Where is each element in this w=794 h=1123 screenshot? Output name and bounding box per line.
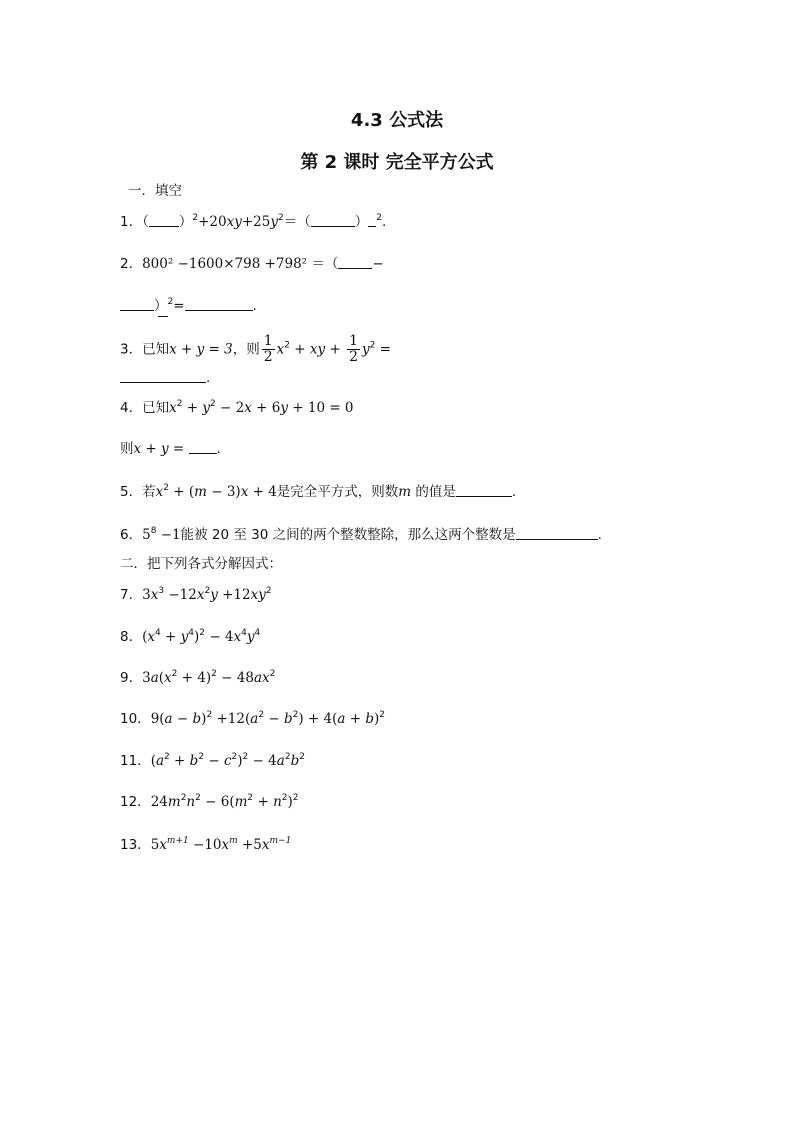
q3-x: x <box>276 341 285 358</box>
q10-mid1: − <box>172 711 193 727</box>
question-8 <box>120 627 260 647</box>
q7-number: 7． <box>120 587 143 603</box>
q4-sq2: 2 <box>210 399 216 409</box>
q4-eq: = <box>168 441 189 457</box>
q12-e2: 2 <box>195 793 201 803</box>
q9-e2: 2 <box>211 669 217 679</box>
q3-sq2: 2 <box>369 340 376 351</box>
q2-close: ） <box>154 298 168 314</box>
q3-number: 3．已知 <box>120 341 170 358</box>
question-4 <box>120 398 354 418</box>
q3-xy: xy <box>309 341 326 358</box>
q10-a3: a <box>337 711 346 727</box>
q8-plus: + <box>160 629 181 645</box>
question-12 <box>120 792 299 812</box>
q12-close: ) <box>287 794 293 810</box>
q11-close: ) <box>237 753 243 769</box>
q1-term2: +25 <box>241 214 271 230</box>
q8-x: x <box>147 629 155 645</box>
q9-a: a <box>150 670 159 686</box>
q5-text: 是完全平方式，则数 <box>276 484 399 500</box>
q11-minus: − 4 <box>248 753 277 769</box>
q5-m2: m <box>398 484 412 500</box>
q5-blank[interactable] <box>456 483 512 497</box>
q6-blank[interactable] <box>516 526 598 540</box>
q13-e2: m <box>229 836 238 846</box>
q9-ax: ax <box>253 670 270 686</box>
q13-number: 13． <box>120 837 151 853</box>
q12-n2: n <box>273 794 282 810</box>
q11-e5: 2 <box>284 752 291 762</box>
q11-e2: 2 <box>198 752 205 762</box>
q8-e5: 4 <box>254 628 261 638</box>
q4-rest3: + 10 = 0 <box>287 400 354 416</box>
q13-x2: x <box>221 837 230 853</box>
q11-a2: a <box>276 753 285 769</box>
q11-e3: 2 <box>231 752 238 762</box>
q9-x: x <box>164 670 172 686</box>
q3-frac1-num: 1 <box>263 333 273 349</box>
q4-sum: x + y <box>133 441 169 457</box>
q10-a: a <box>164 711 173 727</box>
q2-end: . <box>252 298 257 314</box>
section-1-heading: 一．填空 <box>128 183 182 199</box>
q11-number: 11． <box>120 753 151 769</box>
q13-x1: x <box>159 837 167 853</box>
question-10 <box>120 709 385 729</box>
q11-e6: 2 <box>299 752 305 762</box>
q12-e4: 2 <box>281 793 288 803</box>
question-3 <box>120 334 391 365</box>
question-5 <box>120 482 516 502</box>
q5-sq: 2 <box>163 483 169 493</box>
q4-rest2: + 6 <box>251 400 281 416</box>
q2-number: 2． <box>120 256 143 272</box>
q10-b3: b <box>365 711 374 727</box>
q7-y: y <box>210 587 218 603</box>
q8-y2: y <box>246 629 255 645</box>
q8-x2: x <box>233 629 242 645</box>
q11-open: ( <box>150 753 156 769</box>
q9-open: ( <box>158 670 165 686</box>
q8-number: 8． <box>120 629 143 645</box>
q10-b2: b <box>283 711 293 727</box>
q9-minus: − 48 <box>216 670 254 686</box>
q2-blank-2[interactable] <box>120 297 154 311</box>
q5-text2: 的值是 <box>411 484 456 500</box>
q7-e1: 3 <box>158 586 165 596</box>
question-2-cont <box>120 296 257 316</box>
section-2-heading: 二．把下列各式分解因式： <box>120 556 282 572</box>
q1-blank-1[interactable] <box>149 213 179 227</box>
q7-y3: y <box>258 587 266 603</box>
q12-e5: 2 <box>292 793 299 803</box>
q12-e3: 2 <box>247 793 254 803</box>
q7-x2: x <box>196 587 205 603</box>
q7-c2: −12 <box>164 587 197 603</box>
q8-close: ) <box>194 629 200 645</box>
q8-minus: − 4 <box>205 629 234 645</box>
q3-plus2: + <box>325 341 346 358</box>
q7-e3: 2 <box>265 586 272 596</box>
q3-frac1-den: 2 <box>263 349 273 365</box>
q9-plus: + 4) <box>177 670 212 686</box>
q1-eq: ＝（ <box>283 214 311 230</box>
q5-x2: x <box>240 484 249 500</box>
q4-sq1: 2 <box>176 399 183 409</box>
q11-p1: + <box>169 753 190 769</box>
q5-m: m <box>194 484 207 500</box>
q3-frac2-den: 2 <box>349 349 358 365</box>
q10-e3: 2 <box>292 710 299 720</box>
q1-end: . <box>381 214 387 230</box>
q10-e1: 2 <box>206 710 213 720</box>
q3-cond: x + y = 3 <box>169 341 233 358</box>
q6-rest: −1 <box>156 527 181 543</box>
q5-mid: + ( <box>168 484 195 500</box>
q3-frac2-num: 1 <box>349 333 358 349</box>
q8-y: y <box>180 629 189 645</box>
q10-mid3: − <box>264 711 284 727</box>
q5-number: 5．若 <box>120 484 156 500</box>
q13-x3: x <box>261 837 270 853</box>
q10-e2: 2 <box>258 710 265 720</box>
q11-a: a <box>155 753 165 769</box>
q11-b2: b <box>290 753 300 769</box>
q12-n: n <box>186 794 196 810</box>
q8-open: ( <box>142 629 148 645</box>
q12-m2: m <box>234 794 248 810</box>
q4-then: 则 <box>120 441 134 457</box>
q9-c: 3 <box>142 670 151 686</box>
q11-b: b <box>189 753 199 769</box>
q1-y: y <box>270 214 278 230</box>
q10-c1: 9( <box>150 711 165 727</box>
q6-number: 6． <box>120 527 143 543</box>
question-6 <box>120 525 602 545</box>
q7-c1: 3 <box>142 587 151 603</box>
q12-plus: + <box>253 794 274 810</box>
q8-e4: 4 <box>241 628 247 638</box>
q10-mid4: ) + 4( <box>298 711 338 727</box>
q1-sq2: 2 <box>376 213 382 223</box>
q2-sq: 2 <box>167 297 174 307</box>
question-4-cont <box>120 439 221 459</box>
q4-x: x <box>169 400 177 416</box>
q7-e2: 2 <box>204 586 211 596</box>
q4-y2: y <box>280 400 288 416</box>
q1-term1: +20 <box>198 214 227 230</box>
q2-expr: 800² −1600×798 +798² ＝（ <box>142 256 339 272</box>
q12-number: 12． <box>120 794 151 810</box>
q1-ysq: 2 <box>277 213 284 223</box>
q1-xy: xy <box>226 214 242 230</box>
q10-close1: ) <box>201 711 207 727</box>
q5-end: . <box>511 484 517 500</box>
q2-underline-mark <box>158 316 168 317</box>
q11-e1: 2 <box>164 752 170 762</box>
q10-mid5: + <box>345 711 366 727</box>
q7-x3: x <box>250 587 259 603</box>
q3-fraction-1 <box>262 334 275 365</box>
q8-e1: 4 <box>155 628 161 638</box>
q13-c1: 5 <box>150 837 160 853</box>
q1-close2: ） <box>354 214 369 230</box>
q8-e2: 4 <box>188 628 195 638</box>
q10-e4: 2 <box>379 710 386 720</box>
question-2 <box>120 254 384 274</box>
q3-end: . <box>206 370 211 386</box>
q4-end: . <box>216 441 221 457</box>
question-3-cont <box>120 368 210 388</box>
q13-c3: +5 <box>237 837 262 853</box>
q4-plus: + <box>182 400 203 416</box>
q4-y: y <box>202 400 210 416</box>
q10-number: 10． <box>120 711 151 727</box>
question-13 <box>120 835 291 855</box>
q10-a2: a <box>250 711 259 727</box>
q5-x: x <box>155 484 164 500</box>
q4-number: 4．已知 <box>120 400 170 416</box>
question-1 <box>120 212 386 232</box>
q8-e3: 2 <box>199 628 206 638</box>
q7-x: x <box>150 587 159 603</box>
q2-blank-1[interactable] <box>338 255 372 269</box>
q3-eq: = <box>375 341 391 358</box>
q11-e4: 2 <box>242 752 249 762</box>
q3-fraction-2 <box>347 334 360 365</box>
q9-e1: 2 <box>171 669 178 679</box>
q1-number: 1． <box>120 214 143 230</box>
q10-b: b <box>192 711 202 727</box>
q3-plus1: + <box>290 341 310 358</box>
q4-blank[interactable] <box>189 440 217 454</box>
q7-c3: +12 <box>217 587 251 603</box>
q3-blank[interactable] <box>120 369 206 383</box>
doc-title: 4.3 公式法 <box>350 110 444 131</box>
q13-c2: −10 <box>188 837 222 853</box>
q4-x2: x <box>244 400 252 416</box>
q1-close: ） <box>178 214 193 230</box>
q2-eq: = <box>173 298 185 314</box>
q1-blank-3[interactable] <box>368 213 376 227</box>
q2-blank-3[interactable] <box>185 297 253 311</box>
q10-mid2: +12( <box>212 711 251 727</box>
q3-then: ，则 <box>232 341 260 358</box>
question-11 <box>120 751 305 771</box>
q9-number: 9． <box>120 670 143 686</box>
q5-rest: + 4 <box>248 484 277 500</box>
q5-mid2: − 3) <box>206 484 241 500</box>
q4-rest1: − 2 <box>215 400 245 416</box>
doc-subtitle: 第 2 课时 完全平方公式 <box>300 152 494 173</box>
q11-c: c <box>223 753 232 769</box>
q6-exp: 8 <box>150 526 157 536</box>
q1-sq: 2 <box>192 213 199 223</box>
q3-sq1: 2 <box>284 340 290 351</box>
q10-close2: ) <box>374 711 380 727</box>
q12-minus: − 6( <box>200 794 235 810</box>
q6-end: . <box>597 527 602 543</box>
q12-c: 24 <box>150 794 168 810</box>
q1-open: （ <box>142 214 149 230</box>
q2-dash: − <box>372 256 384 272</box>
q12-m: m <box>167 794 181 810</box>
q13-e1: m+1 <box>166 836 189 846</box>
q11-p2: − <box>204 753 224 769</box>
q9-e3: 2 <box>269 669 276 679</box>
q6-text: 能被 20 至 30 之间的两个整数整除，那么这两个整数是 <box>180 527 516 543</box>
question-9 <box>120 668 275 688</box>
question-7 <box>120 585 272 605</box>
q13-e3: m−1 <box>269 836 292 846</box>
q3-y: y <box>361 341 370 358</box>
q12-e1: 2 <box>180 793 187 803</box>
q6-base: 5 <box>142 527 151 543</box>
q1-blank-2[interactable] <box>311 213 355 227</box>
